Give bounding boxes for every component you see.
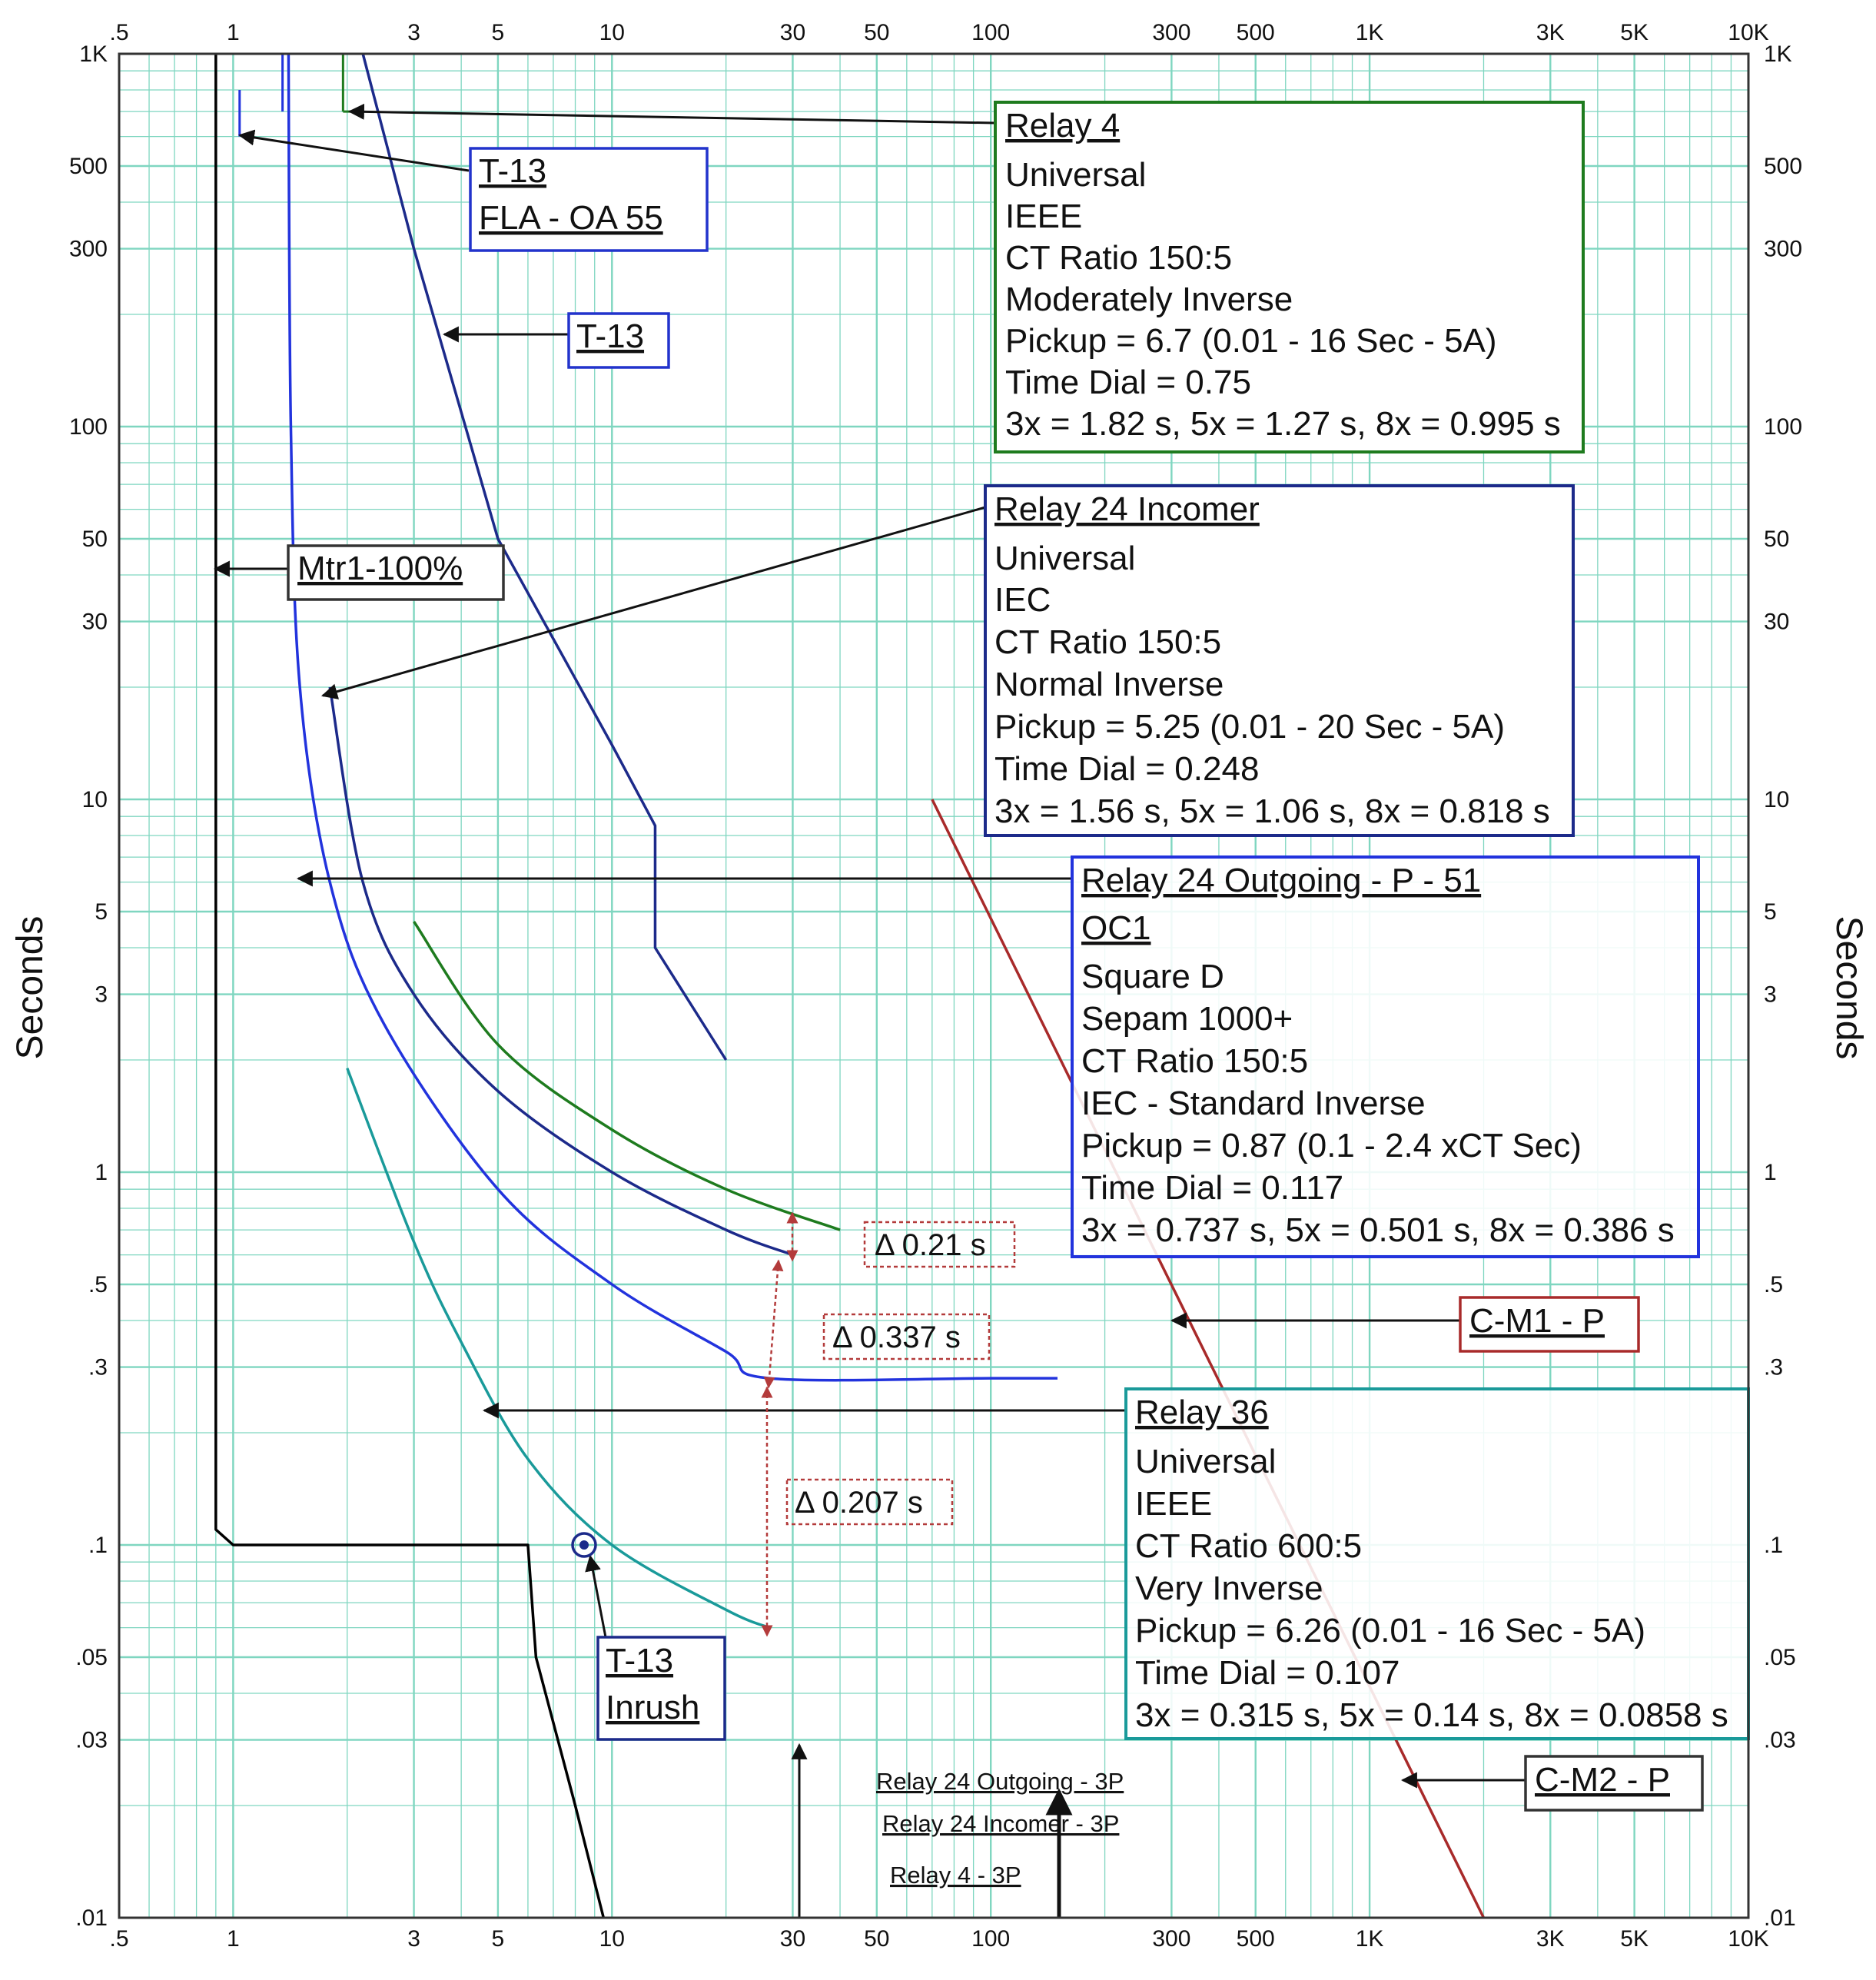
relay24out-line-7: 3x = 0.737 s, 5x = 0.501 s, 8x = 0.386 s bbox=[1081, 1211, 1675, 1249]
cm1-label: C-M1 - P bbox=[1469, 1302, 1605, 1340]
y-tick-label-right: 1K bbox=[1764, 42, 1792, 67]
relay36-line-3: CT Ratio 600:5 bbox=[1135, 1527, 1363, 1565]
relay24-outgoing-title2: OC1 bbox=[1081, 909, 1151, 947]
relay4-line-1: Universal bbox=[1005, 156, 1147, 194]
y-tick-label-left: 1K bbox=[79, 42, 108, 67]
x-tick-label-bottom: 100 bbox=[971, 1926, 1011, 1952]
y-tick-label-left: 10 bbox=[81, 787, 108, 812]
delta-label-2: Δ 0.337 s bbox=[832, 1321, 961, 1354]
relay36-line-4: Very Inverse bbox=[1135, 1570, 1323, 1607]
relay4-line-7: 3x = 1.82 s, 5x = 1.27 s, 8x = 0.995 s bbox=[1005, 405, 1561, 443]
y-axis-label-left: Seconds bbox=[10, 915, 51, 1060]
x-tick-label-bottom: 500 bbox=[1236, 1926, 1275, 1952]
curve-relay-4 bbox=[414, 922, 840, 1230]
y-tick-label-left: .3 bbox=[88, 1354, 108, 1380]
delta-label-3: Δ 0.207 s bbox=[795, 1486, 923, 1520]
relay36-line-7: 3x = 0.315 s, 5x = 0.14 s, 8x = 0.0858 s bbox=[1135, 1696, 1728, 1734]
y-tick-label-right: .1 bbox=[1764, 1533, 1784, 1558]
x-tick-label-top: 30 bbox=[779, 20, 806, 45]
relay24in-line-4: Normal Inverse bbox=[994, 666, 1224, 703]
x-tick-label-top: 300 bbox=[1152, 20, 1191, 45]
y-tick-label-right: .3 bbox=[1764, 1354, 1784, 1380]
relay24out-line-5: Pickup = 0.87 (0.1 - 2.4 xCT Sec) bbox=[1081, 1127, 1582, 1164]
relay24out-line-1: Square D bbox=[1081, 958, 1224, 995]
relay24in-line-7: 3x = 1.56 s, 5x = 1.06 s, 8x = 0.818 s bbox=[994, 792, 1550, 830]
y-tick-label-left: 30 bbox=[81, 609, 108, 635]
y-tick-label-right: 30 bbox=[1764, 609, 1790, 635]
relay24in-line-3: CT Ratio 150:5 bbox=[994, 623, 1222, 661]
t13-fla-annotation bbox=[470, 148, 707, 251]
y-tick-label-right: 3 bbox=[1764, 982, 1777, 1008]
mtr1-label: Mtr1-100% bbox=[297, 550, 463, 587]
y-tick-label-right: .03 bbox=[1764, 1727, 1796, 1753]
arrow-t13-inrush bbox=[590, 1556, 606, 1637]
y-tick-label-right: 50 bbox=[1764, 526, 1790, 552]
delta-line-2 bbox=[769, 1261, 779, 1387]
y-tick-label-right: 10 bbox=[1764, 787, 1790, 812]
x-tick-label-bottom: 1K bbox=[1355, 1926, 1384, 1952]
x-tick-label-bottom: 5 bbox=[491, 1926, 505, 1952]
y-tick-label-left: 300 bbox=[68, 236, 108, 262]
arrow-relay4 bbox=[350, 111, 995, 123]
relay24-outgoing-annotation bbox=[1072, 857, 1698, 1257]
cm2-annotation bbox=[1526, 1756, 1702, 1810]
relay24out-line-2: Sepam 1000+ bbox=[1081, 1000, 1293, 1038]
y-tick-label-right: 500 bbox=[1764, 153, 1803, 179]
x-tick-label-bottom: 3K bbox=[1536, 1926, 1565, 1952]
t13-annotation bbox=[569, 314, 669, 367]
relay4-line-2: IEEE bbox=[1005, 198, 1083, 235]
x-tick-label-bottom: 1 bbox=[227, 1926, 240, 1952]
delta-markers bbox=[767, 1213, 1014, 1636]
y-tick-label-left: 5 bbox=[95, 899, 108, 925]
y-axis-label-right: Seconds bbox=[1828, 915, 1869, 1060]
x-tick-label-top: 5K bbox=[1620, 20, 1649, 45]
relay24out-line-4: IEC - Standard Inverse bbox=[1081, 1085, 1426, 1122]
arrow-relay24-incomer bbox=[323, 507, 985, 696]
x-tick-label-top: 100 bbox=[971, 20, 1011, 45]
y-tick-label-left: 1 bbox=[95, 1160, 108, 1185]
relay24out-line-3: CT Ratio 150:5 bbox=[1081, 1042, 1309, 1080]
x-tick-label-top: 3K bbox=[1536, 20, 1565, 45]
x-tick-label-top: 50 bbox=[864, 20, 890, 45]
y-tick-label-right: .01 bbox=[1764, 1905, 1796, 1931]
fault-label-relay24-incomer: Relay 24 Incomer - 3P bbox=[882, 1810, 1120, 1837]
relay36-annotation bbox=[1126, 1389, 1748, 1739]
relay4-title: Relay 4 bbox=[1005, 107, 1121, 145]
y-tick-label-right: .05 bbox=[1764, 1644, 1796, 1670]
t13-inrush-line-2: Inrush bbox=[606, 1689, 700, 1726]
relay24in-line-2: IEC bbox=[994, 581, 1051, 619]
relay24in-line-5: Pickup = 5.25 (0.01 - 20 Sec - 5A) bbox=[994, 708, 1506, 746]
t13-inrush-line-1: T-13 bbox=[606, 1642, 674, 1679]
y-tick-label-left: .05 bbox=[75, 1644, 108, 1670]
y-tick-label-left: .1 bbox=[88, 1533, 108, 1558]
relay36-line-1: Universal bbox=[1135, 1443, 1277, 1480]
relay36-title: Relay 36 bbox=[1135, 1394, 1269, 1431]
y-tick-label-left: .03 bbox=[75, 1727, 108, 1753]
relay4-line-3: CT Ratio 150:5 bbox=[1005, 239, 1233, 277]
curve-relay-24-incomer bbox=[330, 687, 792, 1255]
x-tick-label-bottom: 30 bbox=[779, 1926, 806, 1952]
x-tick-label-top: 10K bbox=[1728, 20, 1769, 45]
relay24-incomer-title: Relay 24 Incomer bbox=[994, 490, 1260, 528]
relay36-line-5: Pickup = 6.26 (0.01 - 16 Sec - 5A) bbox=[1135, 1612, 1646, 1649]
t13-label: T-13 bbox=[576, 317, 645, 355]
y-tick-label-left: 100 bbox=[68, 414, 108, 440]
x-tick-label-bottom: 5K bbox=[1620, 1926, 1649, 1952]
x-tick-label-top: 500 bbox=[1236, 20, 1275, 45]
relay24in-line-6: Time Dial = 0.248 bbox=[994, 750, 1260, 788]
relay24out-line-6: Time Dial = 0.117 bbox=[1081, 1169, 1344, 1207]
y-tick-label-right: 300 bbox=[1764, 236, 1803, 262]
relay36-line-6: Time Dial = 0.107 bbox=[1135, 1654, 1400, 1692]
delta-label-1: Δ 0.21 s bbox=[875, 1228, 986, 1262]
x-tick-label-bottom: 300 bbox=[1152, 1926, 1191, 1952]
x-tick-label-top: 1 bbox=[227, 20, 240, 45]
y-tick-label-left: .01 bbox=[75, 1905, 108, 1931]
curve-relay-24-outgoing-p-51 bbox=[288, 54, 1058, 1380]
cm1-annotation bbox=[1460, 1297, 1639, 1351]
t13-fla-line-1: T-13 bbox=[479, 152, 547, 190]
x-tick-label-top: 5 bbox=[491, 20, 505, 45]
relay4-line-4: Moderately Inverse bbox=[1005, 281, 1293, 318]
x-tick-label-top: 10 bbox=[599, 20, 625, 45]
y-tick-label-right: .5 bbox=[1764, 1271, 1784, 1297]
x-tick-label-top: 3 bbox=[407, 20, 420, 45]
x-tick-label-bottom: 10K bbox=[1728, 1926, 1769, 1952]
t13-inrush-annotation bbox=[598, 1637, 725, 1739]
relay24-outgoing-title: Relay 24 Outgoing - P - 51 bbox=[1081, 862, 1482, 899]
relay4-line-6: Time Dial = 0.75 bbox=[1005, 364, 1251, 401]
t13-fla-line-2: FLA - OA 55 bbox=[479, 199, 663, 237]
x-tick-label-bottom: 50 bbox=[864, 1926, 890, 1952]
y-tick-label-right: 1 bbox=[1764, 1160, 1777, 1185]
x-tick-label-bottom: .5 bbox=[109, 1926, 129, 1952]
y-tick-label-left: .5 bbox=[88, 1271, 108, 1297]
relay24in-line-1: Universal bbox=[994, 540, 1136, 577]
relay4-annotation bbox=[995, 102, 1583, 452]
relay24-incomer-annotation bbox=[985, 486, 1573, 836]
x-tick-label-top: 1K bbox=[1355, 20, 1384, 45]
x-tick-label-top: .5 bbox=[109, 20, 129, 45]
x-tick-label-bottom: 3 bbox=[407, 1926, 420, 1952]
y-tick-label-left: 500 bbox=[68, 153, 108, 179]
relay36-line-2: IEEE bbox=[1135, 1485, 1213, 1523]
y-tick-label-right: 100 bbox=[1764, 414, 1803, 440]
mtr1-annotation bbox=[288, 546, 503, 600]
y-tick-label-left: 50 bbox=[81, 526, 108, 552]
cm2-label: C-M2 - P bbox=[1535, 1761, 1670, 1799]
y-tick-label-left: 3 bbox=[95, 982, 108, 1008]
y-tick-label-right: 5 bbox=[1764, 899, 1777, 925]
relay4-line-5: Pickup = 6.7 (0.01 - 16 Sec - 5A) bbox=[1005, 322, 1497, 360]
fault-label-relay24-outgoing: Relay 24 Outgoing - 3P bbox=[876, 1768, 1124, 1795]
fault-label-relay4: Relay 4 - 3P bbox=[890, 1862, 1021, 1889]
x-tick-label-bottom: 10 bbox=[599, 1926, 625, 1952]
